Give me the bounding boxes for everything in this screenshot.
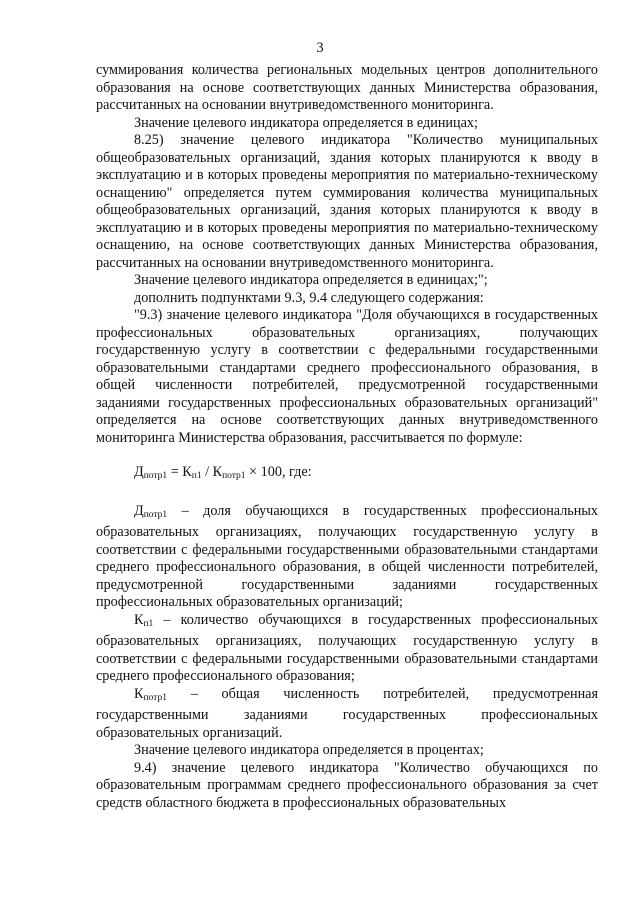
paragraph-amendment-intro: дополнить подпунктами 9.3, 9.4 следующего содержания: [134,289,484,306]
formula-k1-subscript: п1 [191,471,202,481]
definition-d [96,503,598,612]
formula-k2-subscript: потр1 [222,471,246,481]
definition-d-text: – доля обучающихся в государственных профессиональных образовательных организациях, получающих государственную услугу в соответствии с федеральными государственными образовательными стандартами среднего профессионального образования, в общей численности потребителей, предусмотренной государственными заданиями государственных профессиональных образовательных организаций; [96,502,598,610]
definition-k1-subscript: п1 [143,618,154,629]
formula-div: / К [201,464,223,480]
formula-d-subscript: потр1 [143,471,168,481]
page-number: 3 [316,40,324,56]
definition-k2-subscript: потр1 [143,692,167,703]
definition-k1-symbol: К [134,611,144,628]
definition-k1-text: – количество обучающихся в государственных профессиональных образовательных организациях, получающих государственную услугу в соответствии с федеральными государственными образовательными стандартами среднего профессионального образования; [96,611,598,684]
paragraph-continuation: суммирования количества региональных модельных центров дополнительного образования на основе соответствующих данных Министерства образования, рассчитанных на основании внутриведомственного мониторинга. [96,62,598,113]
definition-d-symbol: Д [134,502,144,519]
definition-k2 [96,686,598,743]
definition-k2-symbol: К [134,685,144,702]
formula-tail: × 100, где: [245,464,312,480]
formula-eq: = К [167,464,192,480]
formula [96,464,598,486]
definition-d-subscript: потр1 [143,509,168,520]
definition-k1 [96,612,598,686]
paragraph-8-25: 8.25) значение целевого индикатора "Количество муниципальных общеобразовательных организаций, здания которых планируются к вводу в эксплуатацию и в которых проведены мероприятия по материально-техническому оснащению" определяется путем суммирования количества муниципальных общеобразовательных организаций, здания которых планируются к вводу в эксплуатацию и в которых проведены мероприятия по материально-техническому оснащению, на основе соответствующих данных Министерства образования, рассчитанных на основании внутриведомственного мониторинга. [96,132,598,271]
formula-d: Д [134,464,144,480]
paragraph-unit-note-closing: Значение целевого индикатора определяется в единицах;"; [134,272,488,288]
paragraph-9-3: "9.3) значение целевого индикатора "Доля обучающихся в государственных профессиональных образовательных организациях, получающих государственную услугу в соответствии с федеральными государственными образовательными стандартами среднего профессионального образования, в общей численности потребителей, предусмотренной государственными заданиями государственных профессиональных образовательных организаций" определяется на основе соответствующих данных внутриведомственного мониторинга Министерства образования, рассчитывается по формуле: [96,307,598,446]
paragraph-9-4: 9.4) значение целевого индикатора "Количество обучающихся по образовательным программам среднего профессионального образования за счет средств областного бюджета в профессиональных образовательных [96,759,598,811]
definition-k2-text: – общая численность потребителей, предусмотренная государственными заданиями государственных профессиональных образовательных организаций. [96,685,598,741]
paragraph-percent-note: Значение целевого индикатора определяется в процентах; [134,742,484,758]
paragraph-unit-note: Значение целевого индикатора определяется в единицах; [134,114,478,131]
document-body [96,62,598,812]
